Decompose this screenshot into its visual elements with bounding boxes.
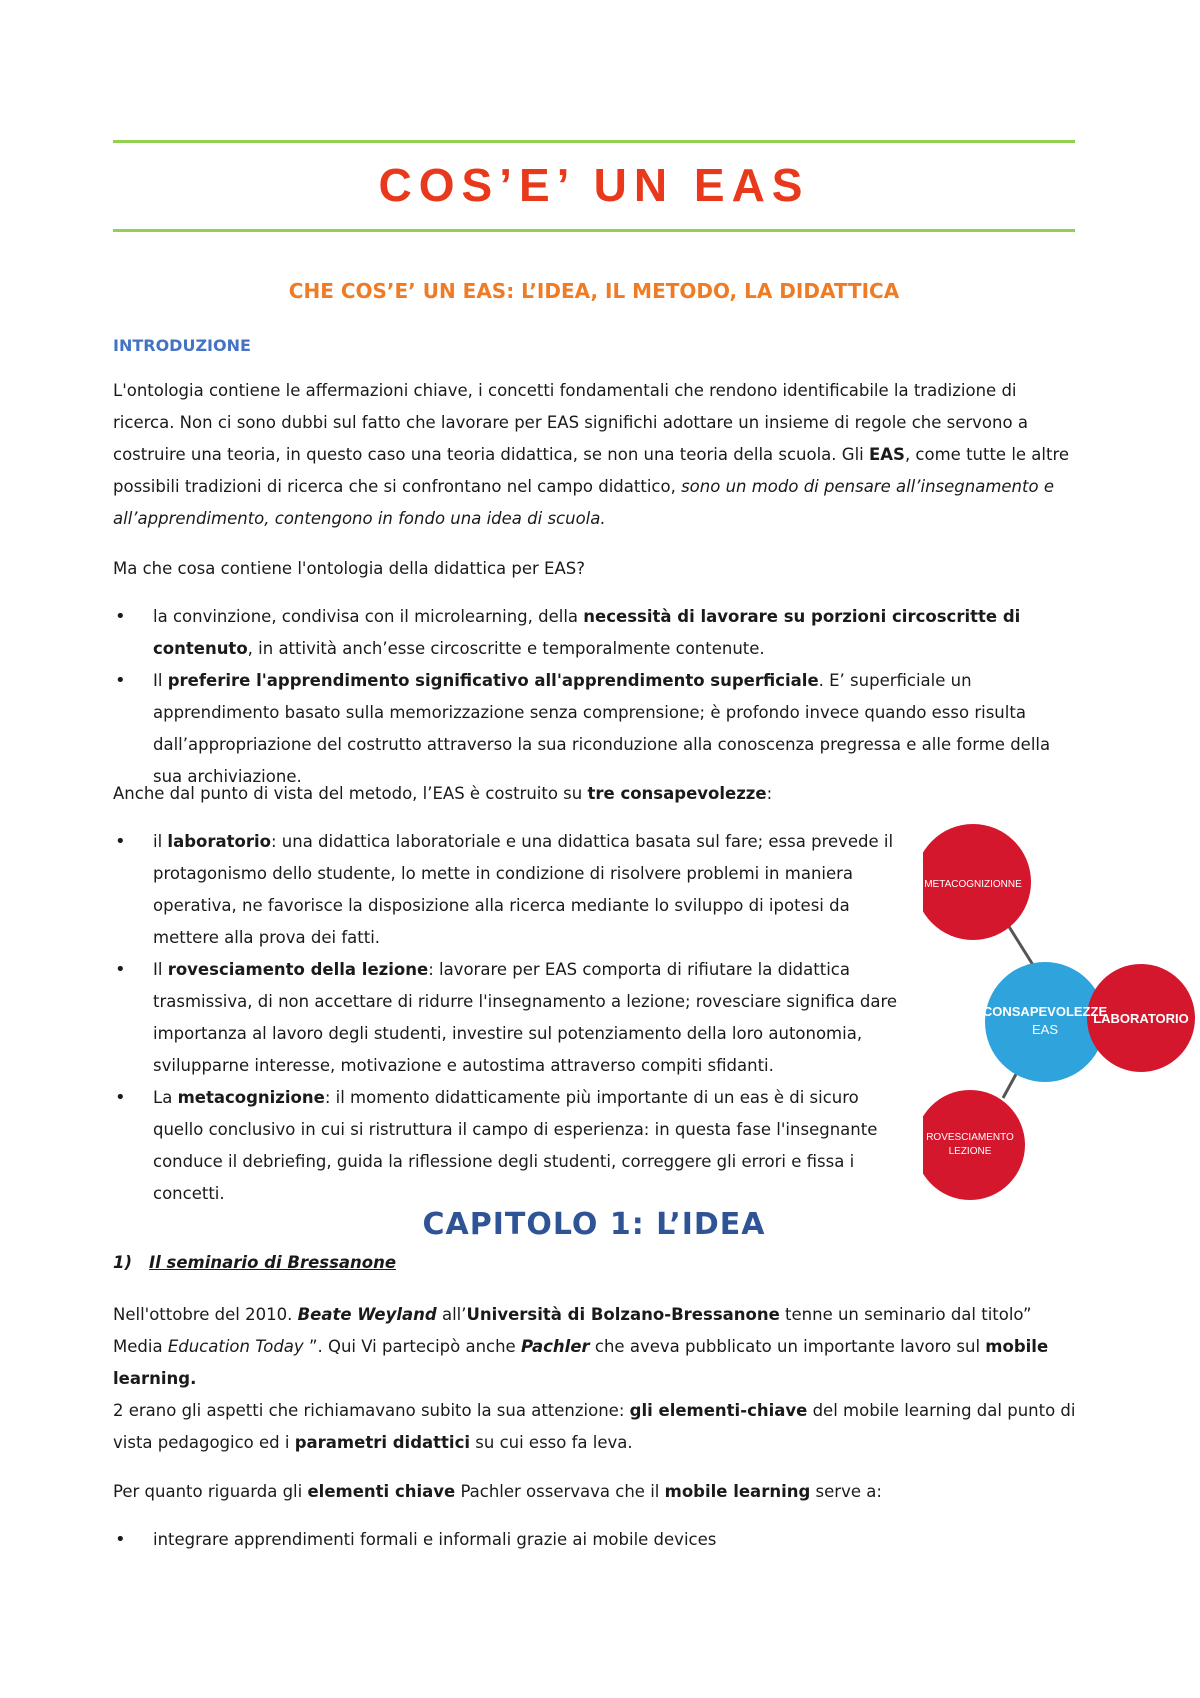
eas-label: EAS [1031,1022,1059,1037]
rovesciamento-label: ROVESCIAMENTO [926,1132,1014,1143]
chapter-heading: CAPITOLO 1: L’IDEA [422,1207,766,1242]
method-intro: Anche dal punto di vista del metodo, l’EAS è costruito su tre consapevolezze: [113,784,773,803]
key-elements-intro: Per quanto riguarda gli elementi chiave Pachler osservava che il mobile learning serve a: [113,1482,882,1501]
title-top-rule [113,140,1075,143]
consapevolezze-label: CONSAPEVOLEZZE [982,1004,1108,1019]
key-elements-list [113,1524,1075,1556]
list-item: • integrare apprendimenti formali e informali grazie ai mobile devices [113,1524,1075,1556]
intro-italic: sono un modo di pensare all’insegnamento e all’apprendimento, contengono in fondo una idea di scuola. [113,477,1054,528]
laboratorio-label: LABORATORIO [1093,1011,1189,1026]
method-list [113,826,913,1210]
consapevolezze-diagram [923,820,1195,1210]
metacognizione-label: METACOGNIZIONNE [924,879,1022,890]
list-item: • La metacognizione: il momento didatticamente più importante di un eas è di sicuro quello conclusivo in cui si ristruttura il campo di esperienza: in questa fase l'insegnante conduce il debriefing, guida la riflessione degli studenti, correggere gli errori e fissa i concetti. [113,1082,913,1210]
document-subtitle: CHE COS’E’ UN EAS: L’IDEA, IL METODO, LA DIDATTICA [288,279,900,303]
ontology-list [113,601,1075,793]
list-item: • Il rovesciamento della lezione: lavorare per EAS comporta di rifiutare la didattica trasmissiva, di non accettare di ridurre l'insegnamento a lezione; rovesciare significa dare importanza al lavoro degli studenti, investire sul potenziamento della loro autonomia, svilupparne interesse, motivazione e autostima attraverso compiti sfidanti. [113,954,913,1082]
list-item: • la convinzione, condivisa con il microlearning, della necessità di lavorare su porzioni circoscritte di contenuto, in attività anch’esse circoscritte e temporalmente contenute. [113,601,1075,665]
intro-heading: INTRODUZIONE [113,336,251,355]
list-item: • Il preferire l'apprendimento significativo all'apprendimento superficiale. E’ superficiale un apprendimento basato sulla memorizzazione senza comprensione; è profondo invece quando esso risulta dall’appropriazione del costrutto attraverso la sua riconduzione alla conoscenza pregressa e alle forme della sua archiviazione. [113,665,1075,793]
ontology-question: Ma che cosa contiene l'ontologia della didattica per EAS? [113,559,585,578]
title-bottom-rule [113,229,1075,232]
section-heading: 1) Il seminario di Bressanone [113,1253,397,1272]
eas-bold: EAS [869,445,905,464]
lezione-label: LEZIONE [948,1146,992,1157]
intro-paragraph: L'ontologia contiene le affermazioni chiave, i concetti fondamentali che rendono identificabile la tradizione di ricerca. Non ci sono dubbi sul fatto che lavorare per EAS significhi adottare un insieme di regole che servono a costruire una teoria, in questo caso una teoria didattica, se non una teoria della scuola. Gli EAS, come tutte le altre possibili tradizioni di ricerca che si confrontano nel campo didattico, sono un modo di pensare all’insegnamento e all’apprendimento, contengono in fondo una idea di scuola. [113,381,1070,528]
rovesciamento-circle [923,1090,1025,1200]
document-title: COS’E’ UN EAS [378,159,810,211]
seminar-paragraph: Nell'ottobre del 2010. Beate Weyland all’Università di Bolzano-Bressanone tenne un seminario dal titolo” Media Education Today ”. Qui Vi partecipò anche Pachler che aveva pubblicato un importante lavoro sul mobile learning. 2 erano gli aspetti che richiamavano subito la sua attenzione: gli elementi-chiave del mobile learning dal punto di vista pedagogico ed i parametri didattici su cui esso fa leva. [113,1305,1076,1452]
list-item: • il laboratorio: una didattica laboratoriale e una didattica basata sul fare; essa prevede il protagonismo dello studente, lo mette in condizione di risolvere problemi in maniera operativa, ne favorisce la disposizione alla ricerca mediante lo sviluppo di ipotesi da mettere alla prova dei fatti. [113,826,913,954]
